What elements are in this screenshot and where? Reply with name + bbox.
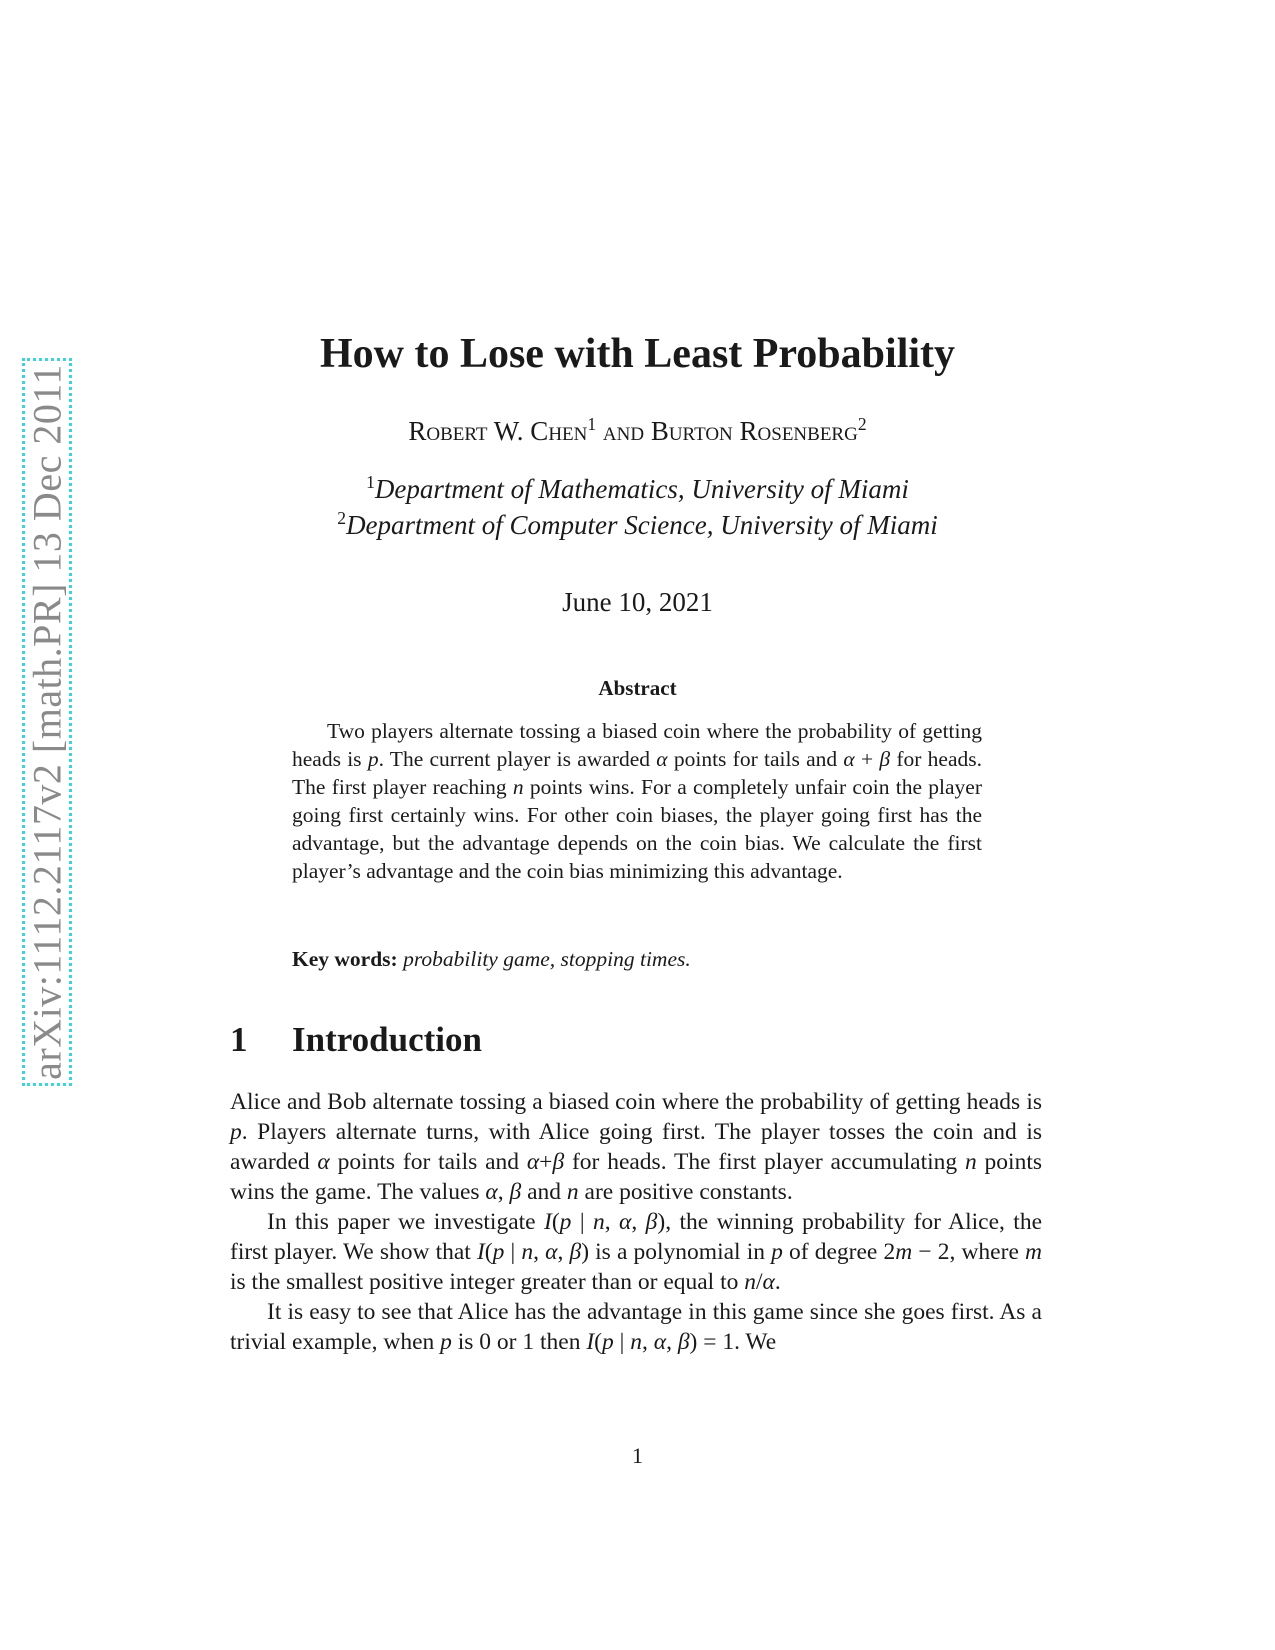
body-paragraph: It is easy to see that Alice has the advantage in this game since she goes first. As a trivial example, when p is 0 or 1 then I(p | n, α, β) = 1. We xyxy=(230,1299,1042,1355)
paper-title: How to Lose with Least Probability xyxy=(319,331,956,377)
author-name: Burton Rosenberg xyxy=(650,416,858,446)
keywords xyxy=(292,945,982,973)
affiliation-text: Department of Computer Science, University of Miami xyxy=(346,510,938,540)
author-affiliation-mark: 1 xyxy=(587,414,597,434)
affiliation-mark: 2 xyxy=(337,508,347,528)
section-title: Introduction xyxy=(292,1020,482,1059)
body-paragraph: Alice and Bob alternate tossing a biased coin where the probability of getting heads is p. Players alternate turns, with Alice going first. The player tosses the coin and is awarded α points for tails and α+β for heads. The first player accumulating n points wins the game. The values α, β and n are positive constants. xyxy=(230,1089,1042,1205)
arxiv-identifier: arXiv:1112.2117v2 [math.PR] 13 Dec 2011 xyxy=(24,364,70,1080)
section-body xyxy=(230,1087,1042,1357)
affiliation xyxy=(0,474,1275,505)
author-name: Robert W. Chen xyxy=(408,416,588,446)
affiliation xyxy=(0,510,1275,541)
affiliation-text: Department of Mathematics, University of Miami xyxy=(374,474,909,504)
section-number: 1 xyxy=(230,1020,248,1059)
body-paragraph: In this paper we investigate I(p | n, α, β), the winning probability for Alice, the first player. We show that I(p | n, α, β) is a polynomial in p of degree 2m − 2, where m is the smallest positive integer greater than or equal to n/α. xyxy=(230,1209,1043,1295)
author-connector: and xyxy=(596,416,651,446)
keywords-text: probability game, stopping times. xyxy=(403,947,691,971)
abstract-text: Two players alternate tossing a biased coin where the probability of getting heads is p. The current player is awarded α points for tails and α + β for heads. The first player reaching n points wins. For a completely unfair coin the player going first certainly wins. For other coin biases, the player going first has the advantage, but the advantage depends on the coin bias. We calculate the first player’s advantage and the coin bias minimizing this advantage. xyxy=(292,719,982,883)
abstract-heading: Abstract xyxy=(598,676,677,700)
paper-date: June 10, 2021 xyxy=(562,587,713,617)
affiliation-mark: 1 xyxy=(366,472,375,492)
author-affiliation-mark: 2 xyxy=(857,414,867,434)
author-line xyxy=(0,416,1275,447)
page-number: 1 xyxy=(632,1443,643,1468)
arxiv-stamp[interactable] xyxy=(22,358,72,1086)
keywords-label: Key words: xyxy=(292,947,398,971)
section-heading xyxy=(230,1020,482,1060)
